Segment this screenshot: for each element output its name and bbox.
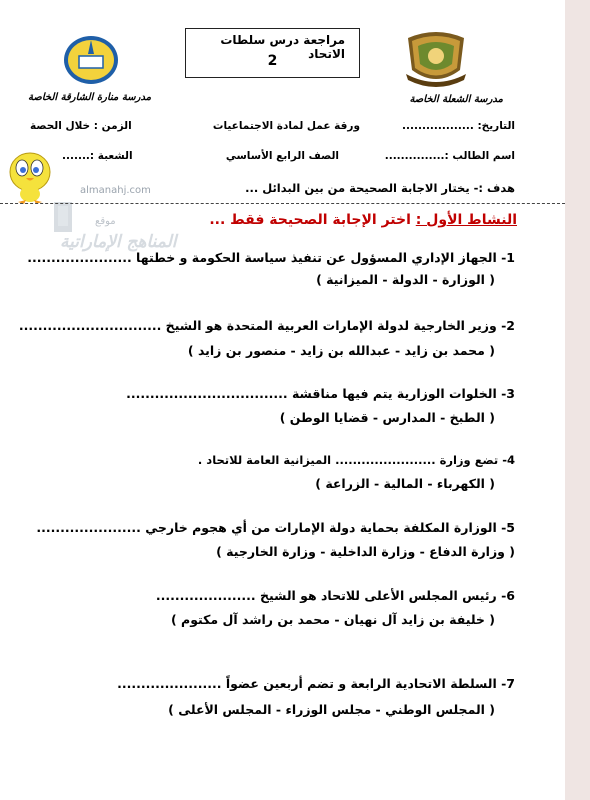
student-name-field: اسم الطالب :............... bbox=[384, 150, 515, 162]
question-5: 5- الوزارة المكلفة بحماية دولة الإمارات من أي هجوم خارجي ...................... bbox=[36, 520, 515, 535]
answers-5: ( وزارة الدفاع - وزارة الداخلية - وزارة الخارجية ) bbox=[216, 544, 515, 559]
right-margin-panel bbox=[565, 0, 590, 800]
answers-7: ( المجلس الوطني - مجلس الوزراء - المجلس الأعلى ) bbox=[168, 702, 495, 717]
activity-title bbox=[209, 212, 517, 228]
question-1: 1- الجهاز الإداري المسؤول عن تنفيذ سياسة الحكومة و خطتها ...................... bbox=[27, 250, 515, 265]
school-name-left: مدرسة منارة الشارقة الخاصة bbox=[28, 92, 152, 103]
worksheet-subject: ورقة عمل لمادة الاجتماعيات bbox=[212, 120, 360, 132]
answers-3: ( الطبخ - المدارس - قضايا الوطن ) bbox=[279, 410, 495, 425]
header-divider bbox=[0, 203, 565, 204]
activity-label: النشاط الأول : bbox=[415, 212, 517, 228]
question-7: 7- السلطة الاتحادية الرابعة و تضم أربعين عضواً ...................... bbox=[117, 676, 515, 691]
worksheet-number: 2 bbox=[267, 53, 278, 69]
school-crest-logo bbox=[402, 30, 470, 88]
watermark-site-name: المناهج الإماراتية bbox=[60, 232, 177, 252]
answers-4: ( الكهرباء - المالية - الزراعة ) bbox=[315, 476, 495, 491]
watermark-url: almanahj.com bbox=[80, 185, 151, 196]
lesson-title-box bbox=[185, 28, 360, 78]
school-round-logo bbox=[62, 34, 120, 86]
question-2: 2- وزير الخارجية لدولة الإمارات العربية المتحدة هو الشيخ .............................. bbox=[18, 318, 515, 333]
grade-field: الصف الرابع الأساسي bbox=[225, 150, 339, 162]
school-name-right: مدرسة الشعلة الخاصة bbox=[409, 94, 503, 105]
activity-instruction: اختر الإجابة الصحيحة فقط ... bbox=[209, 212, 416, 228]
time-field: الزمن : خلال الحصة bbox=[30, 120, 132, 132]
question-4: 4- تضع وزارة ....................... الميزانية العامة للاتحاد . bbox=[197, 453, 515, 467]
watermark-site-label: موقع bbox=[95, 216, 116, 227]
goal-line: هدف :- يختار الاجابة الصحيحة من بين البدائل ... bbox=[245, 181, 515, 195]
answers-6: ( خليفة بن زايد آل نهيان - محمد بن راشد آل مكتوم ) bbox=[170, 612, 495, 627]
section-field: الشعبة :....... bbox=[62, 150, 133, 162]
question-3: 3- الخلوات الوزارية يتم فيها مناقشة .................................. bbox=[126, 386, 515, 401]
answers-1: ( الوزارة - الدولة - الميزانية ) bbox=[316, 272, 495, 287]
date-field: التاريخ: .................. bbox=[402, 120, 515, 132]
lesson-title: مراجعة درس سلطات الاتحاد bbox=[220, 33, 345, 61]
answers-2: ( محمد بن زايد - عبدالله بن زايد - منصور بن زايد ) bbox=[187, 343, 495, 358]
question-6: 6- رئيس المجلس الأعلى للاتحاد هو الشيخ ..................... bbox=[155, 588, 515, 603]
